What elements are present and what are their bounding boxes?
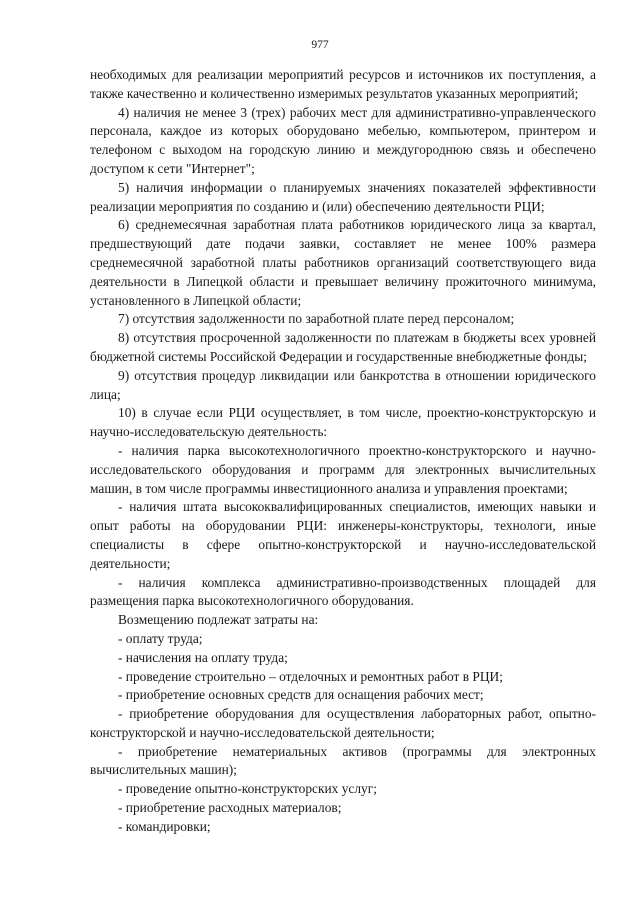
paragraph-resources-continuation: необходимых для реализации мероприятий ресурсов и источников их поступления, а также качественно и количественно измеримых результатов указанных мероприятий; [90, 67, 596, 101]
list-item-labor-accruals: - начисления на оплату труда; [118, 649, 288, 665]
paragraph-item-7-wage-debt: 7) отсутствия задолженности по заработной плате перед персоналом; [118, 311, 515, 327]
list-item-business-trips: - командировки; [118, 818, 211, 834]
document-body [90, 66, 596, 837]
paragraph-production-areas: - наличия комплекса административно-производственных площадей для размещения парка высокотехнологичного оборудования. [90, 574, 596, 609]
paragraph-item-10-design-research: 10) в случае если РЦИ осуществляет, в том числе, проектно-конструкторскую и научно-исследовательскую деятельность: [90, 405, 596, 440]
list-item-labor-pay: - оплату труда; [118, 630, 203, 646]
list-item-intangible-assets: - приобретение нематериальных активов (программы для электронных вычислительных машин); [90, 743, 596, 778]
paragraph-item-5-indicators: 5) наличия информации о планируемых значениях показателей эффективности реализации мероприятия по созданию и (или) обеспечению деятельности РЦИ; [90, 179, 596, 214]
paragraph-item-6-salary: 6) среднемесячная заработная плата работников юридического лица за квартал, предшествующий дате подачи заявки, составляет не менее 100% размера среднемесячной заработной платы работников организаций соответствующего вида деятельности в Липецкой области и превышает величину прожиточного минимума, установленного в Липецкой области; [90, 217, 596, 308]
paragraph-item-9-liquidation: 9) отсутствия процедур ликвидации или банкротства в отношении юридического лица; [90, 367, 596, 402]
page-number: 977 [311, 39, 329, 51]
paragraph-item-4-workplaces: 4) наличия не менее 3 (трех) рабочих мест для административно-управленческого персонала, каждое из которых оборудовано мебелью, компьютером, принтером и телефоном с выходом на городскую линию и междугороднюю связь и обеспечено доступом к сети "Интернет"; [90, 104, 596, 176]
list-item-consumables: - приобретение расходных материалов; [118, 800, 342, 816]
paragraph-reimbursable-costs-heading: Возмещению подлежат затраты на: [118, 612, 319, 628]
paragraph-qualified-staff: - наличия штата высококвалифицированных специалистов, имеющих навыки и опыт работы на оборудовании РЦИ: инженеры-конструкторы, технологи, иные специалисты в сфере опытно-конструкторской и научно-исследовательской деятельности; [90, 499, 596, 571]
list-item-fixed-assets: - приобретение основных средств для оснащения рабочих мест; [118, 687, 484, 703]
list-item-lab-equipment: - приобретение оборудования для осуществления лабораторных работ, опытно-конструкторской и научно-исследовательской деятельности; [90, 706, 596, 740]
list-item-design-services: - проведение опытно-конструкторских услуг; [118, 781, 377, 797]
list-item-construction-repair: - проведение строительно – отделочных и ремонтных работ в РЦИ; [118, 668, 503, 684]
paragraph-equipment-park: - наличия парка высокотехнологичного проектно-конструкторского и научно-исследовательского оборудования и программ для электронных вычислительных машин, в том числе программы инвестиционного анализа и управления проектами; [90, 442, 596, 496]
paragraph-item-8-budget-debt: 8) отсутствия просроченной задолженности по платежам в бюджеты всех уровней бюджетной системы Российской Федерации и государственные внебюджетные фонды; [90, 330, 596, 364]
